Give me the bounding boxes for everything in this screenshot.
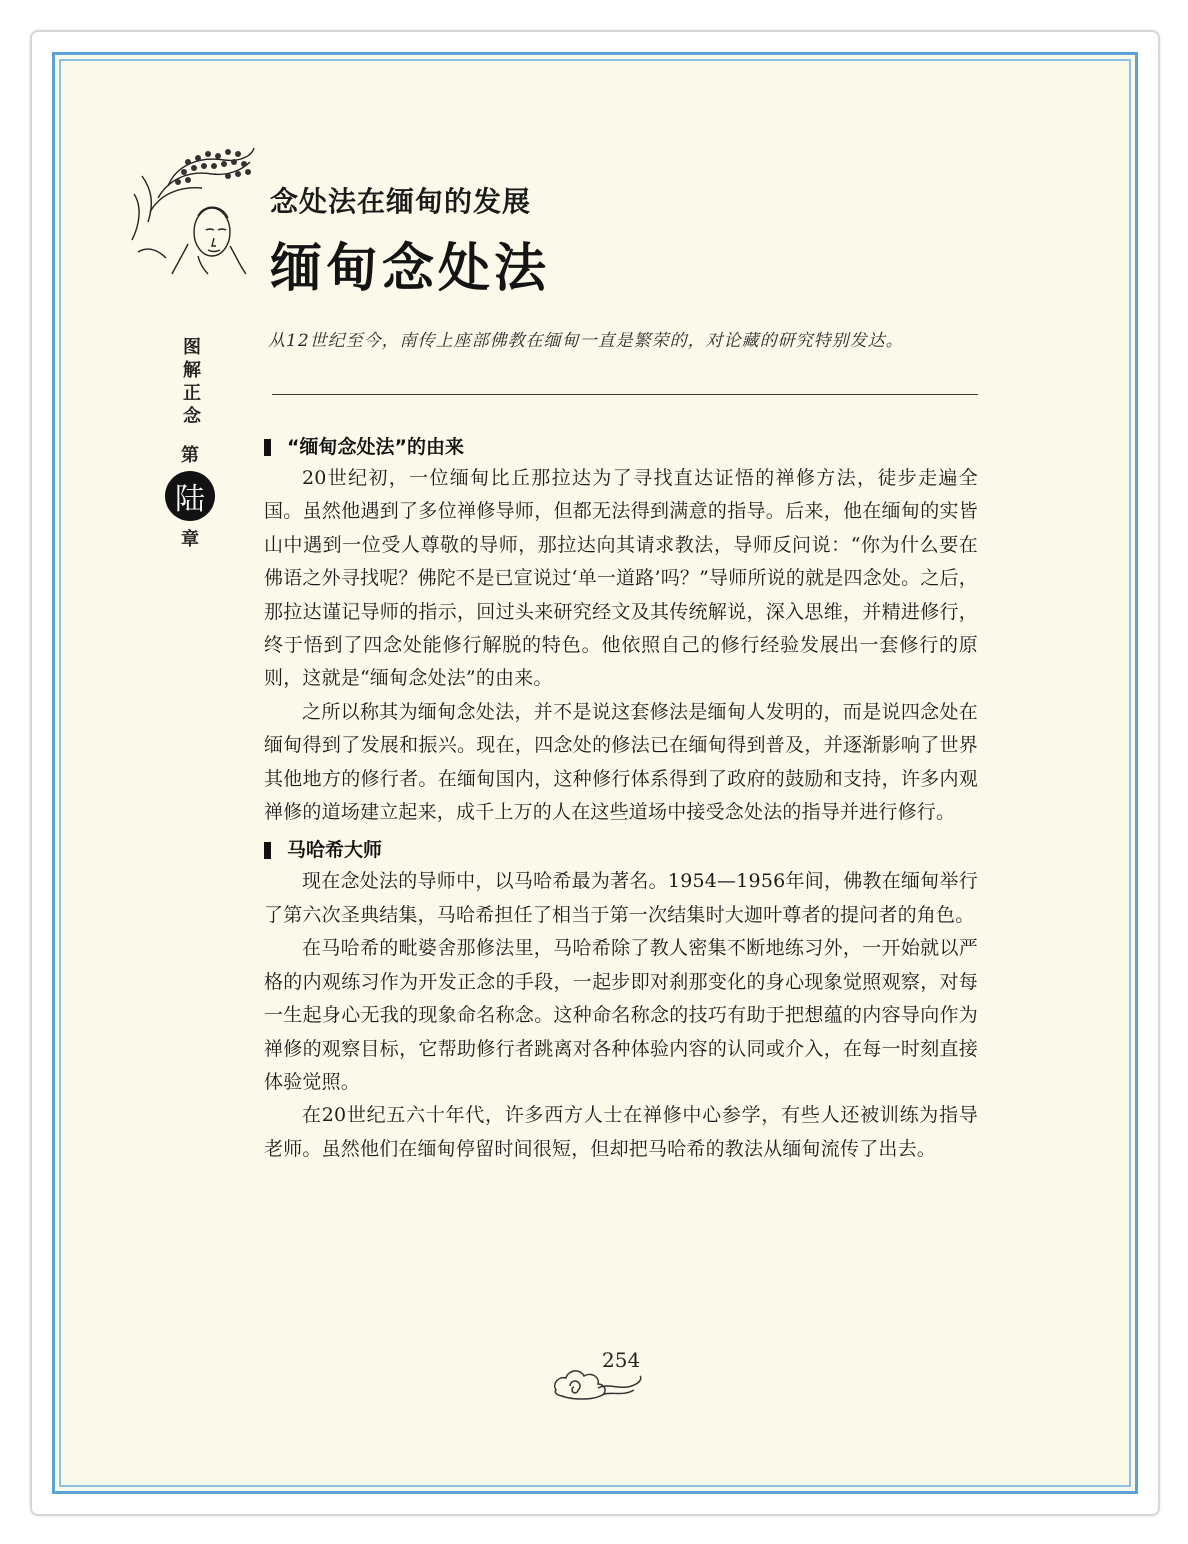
- cloud-ornament-icon: [548, 1364, 644, 1404]
- paragraph: 20世纪初，一位缅甸比丘那拉达为了寻找直达证悟的禅修方法，徒步走遍全国。虽然他遇到了多位禅修导师，但都无法得到满意的指导。后来，他在缅甸的实皆山中遇到一位受人尊敬的导师，那拉达向其请求教法，导师反问说：“你为什么要在佛语之外寻找呢？佛陀不是已宣说过‘单一道路’吗？”导师所说的就是四念处。之后，那拉达谨记导师的指示，回过头来研究经文及其传统解说，深入思维，并精进修行，终于悟到了四念处能修行解脱的特色。他依照自己的修行经验发展出一套修行的原则，这就是“缅甸念处法”的由来。: [264, 467, 978, 690]
- section-heading-text: 马哈希大师: [287, 839, 383, 862]
- paragraph: 现在念处法的导师中，以马哈希最为著名。1954—1956年间，佛教在缅甸举行了第六次圣典结集，马哈希担任了相当于第一次结集时大迦叶尊者的提问者的角色。: [264, 870, 978, 926]
- chapter-suffix: 章: [181, 529, 199, 550]
- side-book-title: 图解正念: [180, 337, 201, 429]
- article-body: [264, 432, 978, 1166]
- chapter-number-badge: 陆: [165, 471, 215, 521]
- paragraph: 在马哈希的毗婆舍那修法里，马哈希除了教人密集不断地练习外，一开始就以严格的内观练习作为开发正念的手段，一起步即对刹那变化的身心现象觉照观察，对每一生起身心无我的现象命名称念。这种命名称念的技巧有助于把想蕴的内容导向作为禅修的观察目标，它帮助修行者跳离对各种体验内容的认同或介入，在每一时刻直接体验觉照。: [264, 937, 978, 1093]
- lead-summary: 从12世纪至今，南传上座部佛教在缅甸一直是繁荣的，对论藏的研究特别发达。: [268, 331, 904, 351]
- section-heading: [264, 835, 978, 865]
- paragraph: 之所以称其为缅甸念处法，并不是说这套修法是缅甸人发明的，而是说四念处在缅甸得到了发展和振兴。现在，四念处的修法已在缅甸得到普及，并逐渐影响了世界其他地方的修行者。在缅甸国内，这种修行体系得到了政府的鼓励和支持，许多内观禅修的道场建立起来，成千上万的人在这些道场中接受念处法的指导并进行修行。: [264, 700, 978, 824]
- heading-bar-icon: [264, 842, 271, 859]
- page-title: 缅甸念处法: [270, 239, 551, 299]
- monk-portrait-illustration: [128, 146, 256, 276]
- section-subtitle: 念处法在缅甸的发展: [270, 185, 532, 218]
- section-heading: [264, 432, 978, 462]
- section-heading-text: “缅甸念处法”的由来: [287, 436, 464, 458]
- paragraph: 在20世纪五六十年代，许多西方人士在禅修中心参学，有些人还被训练为指导老师。虽然他们在缅甸停留时间很短，但却把马哈希的教法从缅甸流传了出去。: [264, 1104, 978, 1160]
- page-number: 254: [602, 1348, 641, 1372]
- chapter-prefix: 第: [181, 445, 199, 466]
- heading-bar-icon: [264, 439, 271, 456]
- side-chapter-marker: [162, 337, 218, 551]
- divider-rule: [272, 394, 978, 395]
